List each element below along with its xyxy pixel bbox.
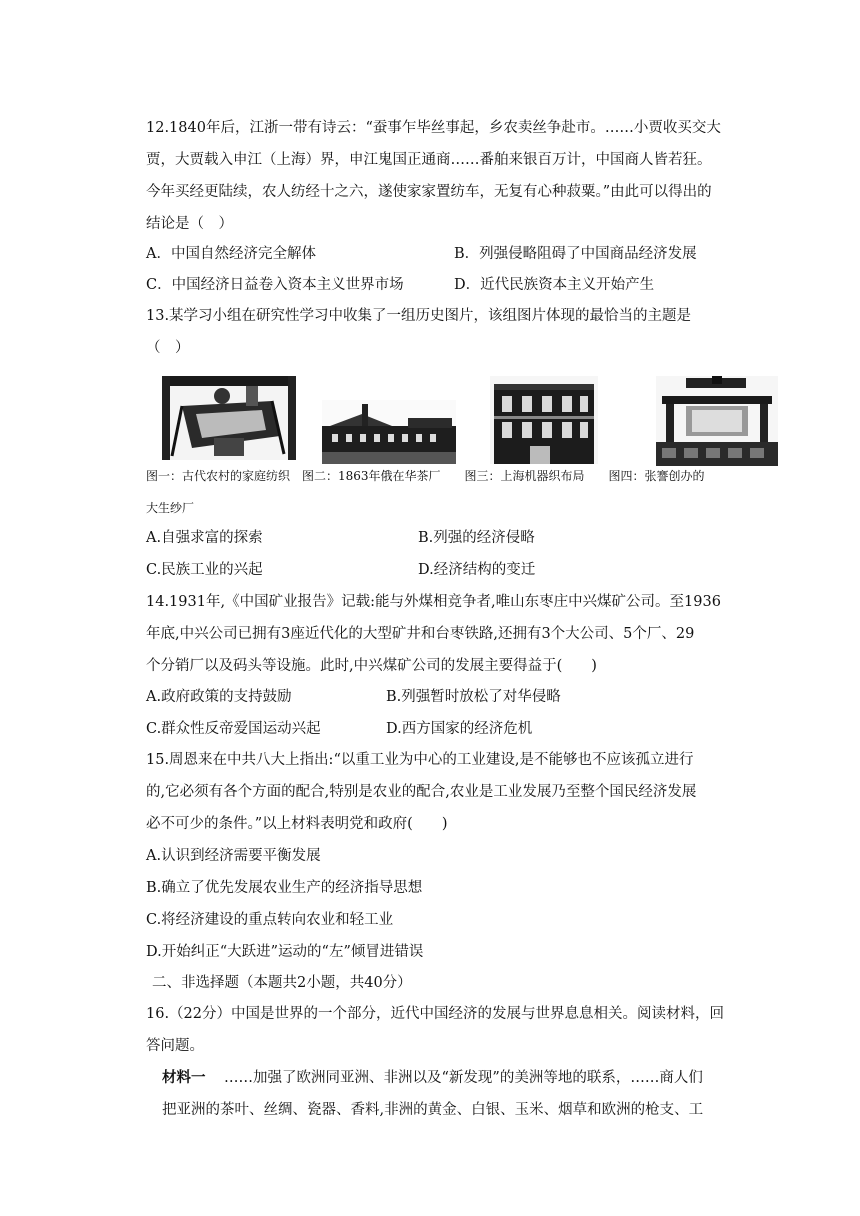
q15-line-2: 的,它必须有各个方面的配合,特别是农业的配合,农业是工业发展乃至整个国民经济发展 xyxy=(146,784,697,800)
photo-shanghai-weaving-bureau xyxy=(490,376,598,464)
q15-line-3: 必不可少的条件。”以上材料表明党和政府( ) xyxy=(146,816,448,832)
q12-line-2: 贾，大贾载入申江（上海）界，申江鬼国正通商……番舶来银百万计，中国商人皆若狂。 xyxy=(146,152,712,168)
material-1-label: 材料一 xyxy=(162,1069,206,1086)
q13-option-c: C.民族工业的兴起 xyxy=(146,562,263,578)
material-1-line-2: 把亚洲的茶叶、丝绸、瓷器、香料,非洲的黄金、白银、玉米、烟草和欧洲的枪支、工 xyxy=(162,1102,704,1118)
q13-option-a: A.自强求富的探索 xyxy=(146,530,263,546)
q14-option-c: C.群众性反帝爱国运动兴起 xyxy=(146,721,321,737)
q14-line-1: 14.1931年,《中国矿业报告》记载:能与外煤相竞争者,唯山东枣庄中兴煤矿公司。至1936 xyxy=(146,594,721,610)
q15-line-1: 15.周恩来在中共八大上指出:“以重工业为中心的工业建设,是不能够也不应该孤立进行 xyxy=(146,752,694,768)
photo-russian-tea-factory xyxy=(322,400,456,464)
q14-option-d: D.西方国家的经济危机 xyxy=(386,721,533,737)
q12-line-3: 今年买经更陆续，农人纺经十之六，遂使家家置纺车，无复有心种菽粟。”由此可以得出的 xyxy=(146,184,712,200)
q16-line-2: 答问题。 xyxy=(146,1038,204,1054)
q13-option-d: D.经济结构的变迁 xyxy=(418,562,536,578)
material-1-line-1: ……加强了欧洲同亚洲、非洲以及“新发现”的美洲等地的联系，……商人们 xyxy=(224,1070,703,1086)
photo-dasheng-cotton-mill xyxy=(656,376,778,466)
q13-caption-line-2: 大生纱厂 xyxy=(146,501,195,515)
q12-line-4: 结论是（ ） xyxy=(146,216,233,232)
q12-option-d: D．近代民族资本主义开始产生 xyxy=(454,277,655,293)
q15-option-c: C.将经济建设的重点转向农业和轻工业 xyxy=(146,912,394,928)
q13-option-b: B.列强的经济侵略 xyxy=(418,530,535,546)
q13-line-1: 13.某学习小组在研究性学习中收集了一组历史图片，该组图片体现的最恰当的主题是 xyxy=(146,308,692,324)
q14-line-3: 个分销厂以及码头等设施。此时,中兴煤矿公司的发展主要得益于( ) xyxy=(146,658,597,674)
q14-option-b: B.列强暂时放松了对华侵略 xyxy=(386,689,561,705)
section-heading: 二、非选择题（本题共2小题，共40分） xyxy=(152,975,412,991)
q12-option-a: A．中国自然经济完全解体 xyxy=(146,246,316,262)
q12-line-1: 12.1840年后，江浙一带有诗云：“蚕事乍毕丝事起，乡农卖丝争赴市。……小贾收买交大 xyxy=(146,120,721,136)
q15-option-d: D.开始纠正“大跃进”运动的“左”倾冒进错误 xyxy=(146,944,424,960)
photo-rural-weaving xyxy=(162,376,296,460)
q14-option-a: A.政府政策的支持鼓励 xyxy=(146,689,292,705)
q12-option-b: B．列强侵略阻碍了中国商品经济发展 xyxy=(454,246,697,262)
q13-caption-line-1: 图一：古代农村的家庭纺织 图二：1863年俄在华茶厂 图三：上海机器织布局 图四：张謇创办的 xyxy=(146,469,705,483)
q14-line-2: 年底,中兴公司已拥有3座近代化的大型矿井和台枣铁路,还拥有3个大公司、5个厂、29 xyxy=(146,626,695,642)
q13-line-2: （ ） xyxy=(146,340,190,356)
q15-option-b: B.确立了优先发展农业生产的经济指导思想 xyxy=(146,880,423,896)
q16-line-1: 16.（22分）中国是世界的一个部分，近代中国经济的发展与世界息息相关。阅读材料，回 xyxy=(146,1006,725,1022)
q15-option-a: A.认识到经济需要平衡发展 xyxy=(146,848,321,864)
q12-option-c: C．中国经济日益卷入资本主义世界市场 xyxy=(146,277,404,293)
